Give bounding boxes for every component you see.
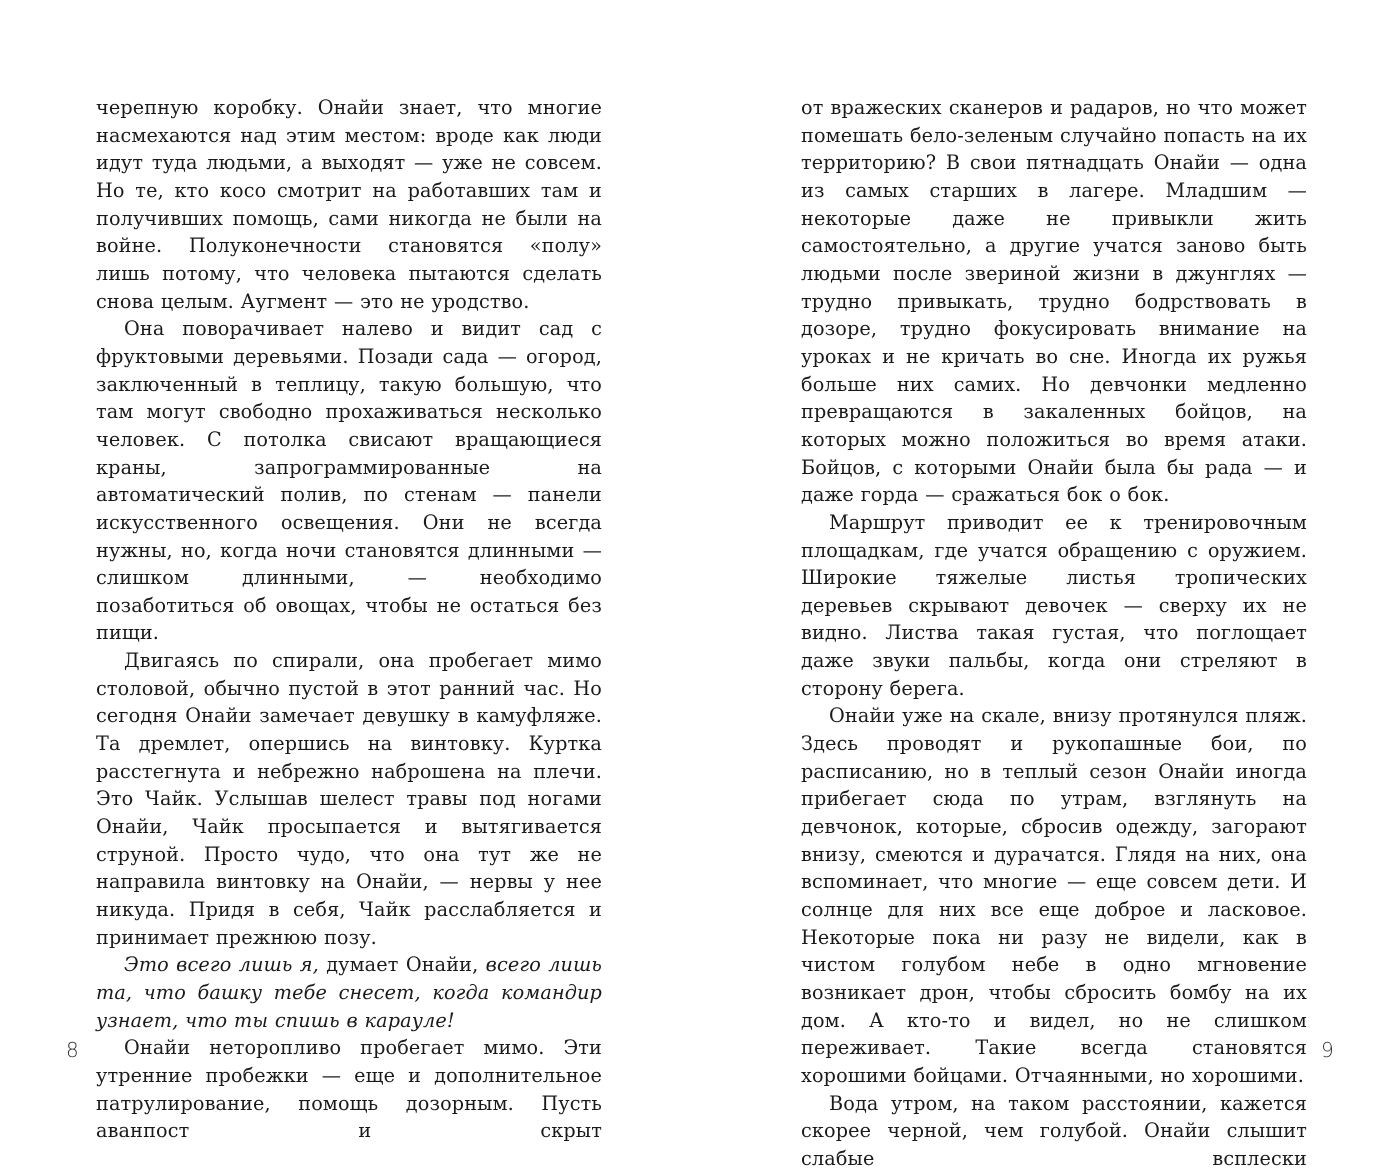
paragraph	[801, 94, 1307, 509]
italic-text-run: всего лишь та, что башку тебе снесет, когда командир узнает, что ты спишь в карауле!	[96, 953, 602, 1032]
paragraph	[96, 951, 602, 1034]
paragraph	[801, 702, 1307, 1089]
paragraph	[801, 1090, 1307, 1173]
text-run: Вода утром, на таком расстоянии, кажется скорее черной, чем голубой. Онайи слышит слабые всплески	[801, 1091, 1307, 1170]
text-run: думает Онайи,	[318, 953, 486, 977]
text-run: черепную коробку. Онайи знает, что многие насмехаются над этим местом: вроде как люди идут туда людьми, а выходят — уже не совсем. Но те, кто косо смотрит на работавших там и получивших помощь, сами никогда не были на войне. Полуконечности становятся «полу» лишь потому, что человека пытаются сделать снова целым. Аугмент — это не уродство.	[96, 96, 602, 313]
right-page-number: 9	[1321, 1038, 1334, 1062]
paragraph	[96, 647, 602, 951]
text-run: Маршрут приводит ее к тренировочным площадкам, где учатся обращению с оружием. Широкие тяжелые листья тропических деревьев скрывают девочек — сверху их не видно. Листва такая густая, что поглощает даже звуки пальбы, когда они стреляют в сторону берега.	[801, 510, 1307, 700]
text-run: Она поворачивает налево и видит сад с фруктовыми деревьями. Позади сада — огород, заключенный в теплицу, такую большую, что там могут свободно прохаживаться несколько человек. С потолка свисают вращающиеся краны, запрограммированные на автоматический полив, по стенам — панели искусственного освещения. Они не всегда нужны, но, когда ночи становятся длинными — слишком длинными, — необходимо позаботиться об овощах, чтобы не остаться без пищи.	[96, 317, 602, 645]
paragraph	[96, 1034, 602, 1145]
left-page-body	[96, 94, 602, 1145]
left-page-number: 8	[66, 1038, 79, 1062]
italic-text-run: Это всего лишь я,	[124, 953, 319, 977]
paragraph	[801, 509, 1307, 703]
paragraph	[96, 315, 602, 647]
text-run: от вражеских сканеров и радаров, но что может помешать бело-зеленым случайно попасть на их территорию? В свои пятнадцать Онайи — одна из самых старших в лагере. Младшим — некоторые даже не привыкли жить самостоятельно, а другие учатся заново быть людьми после звериной жизни в джунглях — трудно привыкать, трудно бодрствовать в дозоре, трудно фокусировать внимание на уроках и не кричать во сне. Иногда их ружья больше них самих. Но девчонки медленно превращаются в закаленных бойцов, на которых можно положиться во время атаки. Бойцов, с которыми Онайи была бы рада — и даже горда — сражаться бок о бок.	[801, 96, 1307, 507]
text-run: Двигаясь по спирали, она пробегает мимо столовой, обычно пустой в этот ранний час. Но сегодня Онайи замечает девушку в камуфляже. Та дремлет, опершись на винтовку. Куртка расстегнута и небрежно наброшена на плечи. Это Чайк. Услышав шелест травы под ногами Онайи, Чайк просыпается и вытягивается струной. Просто чудо, что она тут же не направила винтовку на Онайи, — нервы у нее никуда. Придя в себя, Чайк расслабляется и принимает прежнюю позу.	[96, 649, 602, 949]
text-run: Онайи уже на скале, внизу протянулся пляж. Здесь проводят и рукопашные бои, по расписанию, но в теплый сезон Онайи иногда прибегает сюда по утрам, взглянуть на девчонок, которые, сбросив одежду, загорают внизу, смеются и дурачатся. Глядя на них, она вспоминает, что многие — еще совсем дети. И солнце для них все еще доброе и ласковое. Некоторые пока ни разу не видели, как в чистом голубом небе в одно мгновение возникает дрон, чтобы сбросить бомбу на их дом. А кто-то и видел, но не слишком переживает. Такие всегда становятся хорошими бойцами. Отчаянными, но хорошими.	[801, 704, 1307, 1087]
text-run: Онайи неторопливо пробегает мимо. Эти утренние пробежки — еще и дополнительное патрулирование, помощь дозорным. Пусть аванпост и скрыт	[96, 1036, 602, 1143]
right-page-body	[801, 94, 1307, 1173]
paragraph	[96, 94, 602, 315]
